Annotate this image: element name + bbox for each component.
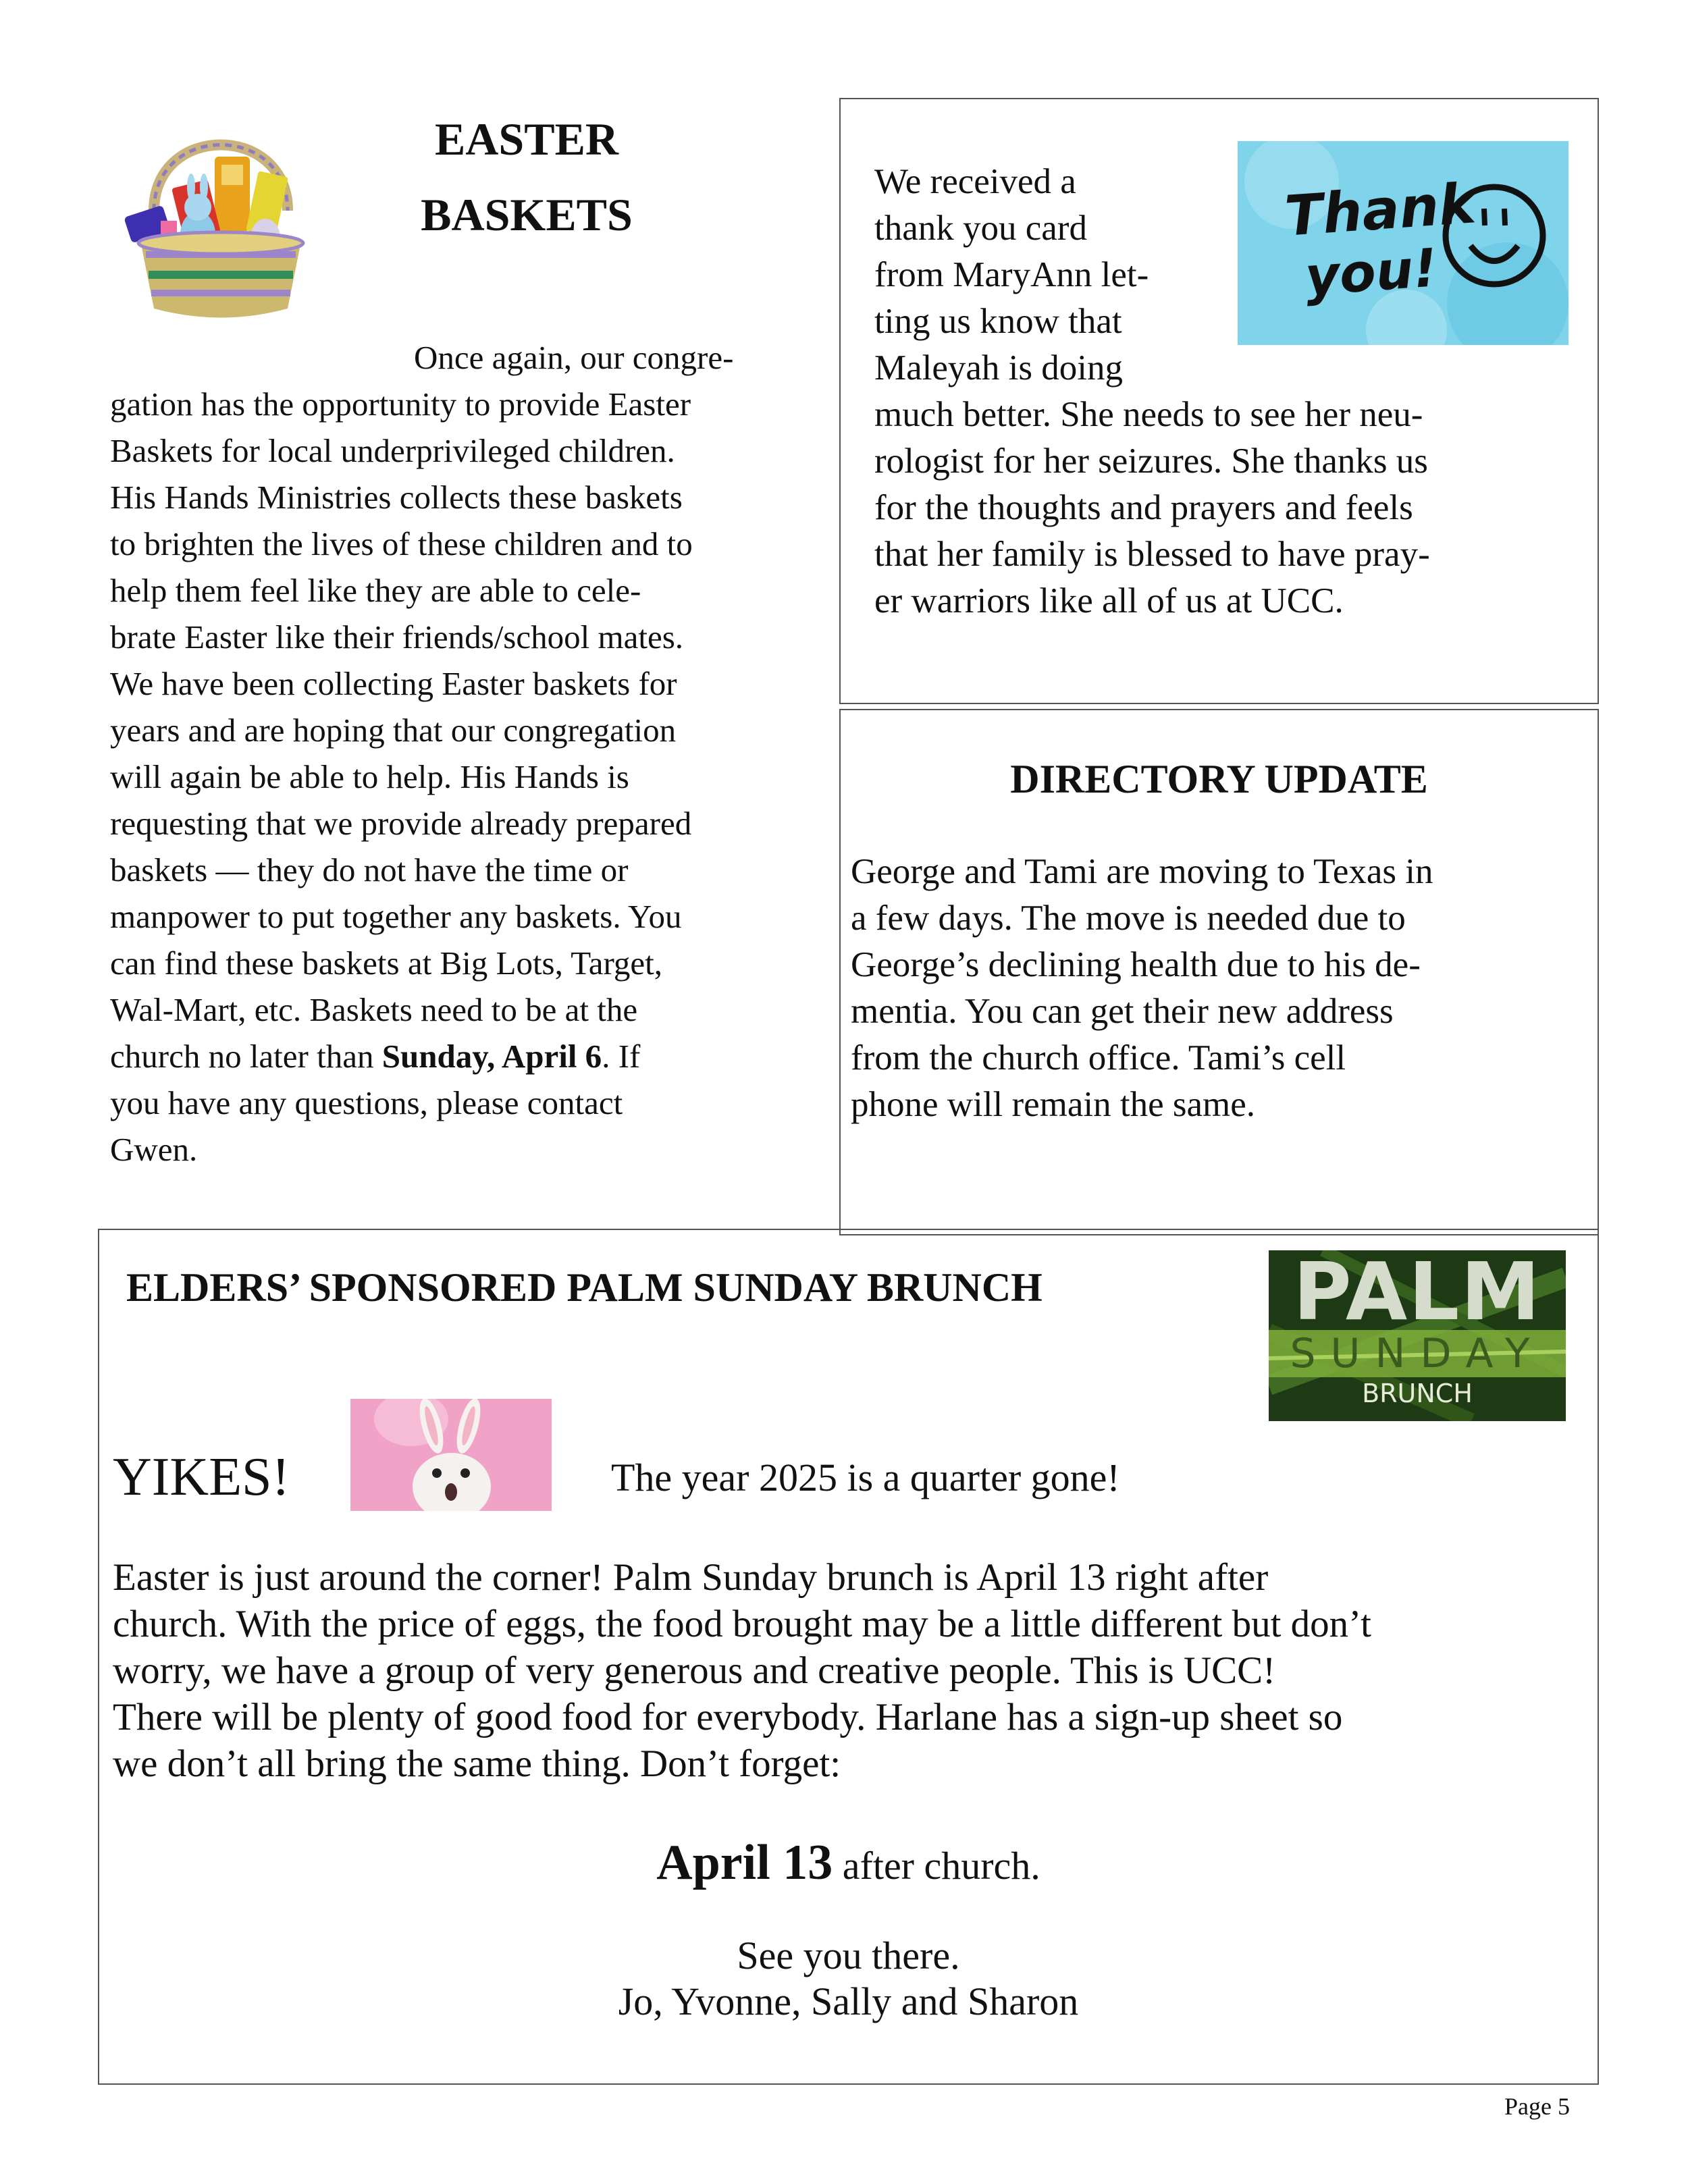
- brunch-date-rest: after church.: [833, 1844, 1040, 1888]
- directory-line: mentia. You can get their new address: [851, 992, 1394, 1031]
- easter-line: We have been collecting Easter baskets for: [110, 665, 677, 702]
- easter-line: years and are hoping that our congregation: [110, 712, 677, 749]
- easter-line: Baskets for local underprivileged children.: [110, 432, 675, 469]
- easter-line: Once again, our congre-: [414, 339, 734, 376]
- easter-deadline-line: [110, 1033, 819, 1080]
- palm-logo-line1: PALM: [1293, 1250, 1541, 1338]
- easter-line: Wal-Mart, etc. Baskets need to be at the: [110, 991, 638, 1028]
- thank-you-line: that her family is blessed to have pray-: [874, 535, 1430, 574]
- easter-line: help them feel like they are able to cele-: [110, 572, 641, 609]
- easter-line: can find these baskets at Big Lots, Target,: [110, 944, 663, 982]
- brunch-date-line: [99, 1834, 1598, 1892]
- thank-you-line: from MaryAnn let-: [874, 255, 1149, 294]
- brunch-line: church. With the price of eggs, the food brought may be a little different but don’t: [113, 1603, 1371, 1645]
- directory-text: [851, 849, 1433, 1128]
- brunch-line: we don’t all bring the same thing. Don’t forget:: [113, 1742, 841, 1785]
- easter-line: gation has the opportunity to provide Easter: [110, 385, 691, 423]
- easter-line: manpower to put together any baskets. You: [110, 898, 682, 935]
- page-number: Page 5: [1504, 2093, 1570, 2120]
- easter-line: to brighten the lives of these children and to: [110, 525, 693, 562]
- thank-you-box: [839, 98, 1599, 704]
- thank-you-line: Maleyah is doing: [874, 348, 1123, 388]
- palm-logo-line3: BRUNCH: [1362, 1379, 1473, 1408]
- brunch-line: There will be plenty of good food for everybody. Harlane has a sign-up sheet so: [113, 1696, 1343, 1738]
- easter-deadline-prefix: church no later than: [110, 1038, 382, 1075]
- directory-line: phone will remain the same.: [851, 1085, 1256, 1124]
- quarter-text: The year 2025 is a quarter gone!: [611, 1456, 1120, 1499]
- easter-line: requesting that we provide already prepared: [110, 805, 692, 842]
- brunch-line: Easter is just around the corner! Palm Sunday brunch is April 13 right after: [113, 1556, 1269, 1599]
- easter-deadline-date: Sunday, April 6: [381, 1038, 602, 1075]
- easter-title-line1: EASTER: [434, 113, 619, 165]
- brunch-text: [113, 1554, 1371, 1787]
- directory-line: George’s declining health due to his de-: [851, 945, 1421, 984]
- easter-line: you have any questions, please contact: [110, 1084, 623, 1121]
- thank-you-line: rologist for her seizures. She thanks us: [874, 442, 1428, 481]
- thank-you-line: much better. She needs to see her neu-: [874, 395, 1423, 434]
- brunch-see-you: See you there.: [737, 1934, 960, 1977]
- yikes-text: YIKES!: [113, 1447, 290, 1507]
- easter-line: Gwen.: [110, 1131, 198, 1168]
- easter-line: brate Easter like their friends/school mates.: [110, 618, 684, 656]
- easter-deadline-suffix: . If: [602, 1038, 641, 1075]
- thank-you-line: for the thoughts and prayers and feels: [874, 488, 1413, 527]
- easter-basket-image: [113, 109, 328, 324]
- thank-you-line: We received a: [874, 162, 1076, 201]
- palm-sunday-logo: [1269, 1250, 1566, 1421]
- easter-title-line2: BASKETS: [421, 189, 633, 240]
- easter-line: baskets — they do not have the time or: [110, 851, 629, 888]
- directory-box: [839, 709, 1599, 1235]
- brunch-signers: Jo, Yvonne, Sally and Sharon: [618, 1979, 1079, 2023]
- directory-line: George and Tami are moving to Texas in: [851, 852, 1433, 891]
- thank-you-line: thank you card: [874, 209, 1087, 248]
- easter-line: His Hands Ministries collects these baskets: [110, 479, 683, 516]
- easter-line: will again be able to help. His Hands is: [110, 758, 629, 795]
- thank-you-text: [874, 159, 1430, 624]
- easter-title: [378, 101, 675, 252]
- thank-you-card-line1: Thank: [1283, 171, 1478, 249]
- easter-article: [110, 334, 819, 1173]
- palm-logo-line2: SUNDAY: [1290, 1330, 1545, 1377]
- directory-line: from the church office. Tami’s cell: [851, 1038, 1346, 1077]
- bunny-image: [350, 1399, 552, 1511]
- brunch-title: ELDERS’ SPONSORED PALM SUNDAY BRUNCH: [126, 1265, 1043, 1310]
- directory-title: DIRECTORY UPDATE: [1010, 757, 1428, 801]
- thank-you-line: er warriors like all of us at UCC.: [874, 581, 1344, 620]
- brunch-box: [98, 1229, 1599, 2085]
- brunch-line: worry, we have a group of very generous and creative people. This is UCC!: [113, 1649, 1276, 1692]
- thank-you-line: ting us know that: [874, 302, 1122, 341]
- directory-line: a few days. The move is needed due to: [851, 899, 1406, 938]
- thank-you-card-line2: you!: [1303, 238, 1440, 308]
- brunch-date: April 13: [656, 1835, 833, 1890]
